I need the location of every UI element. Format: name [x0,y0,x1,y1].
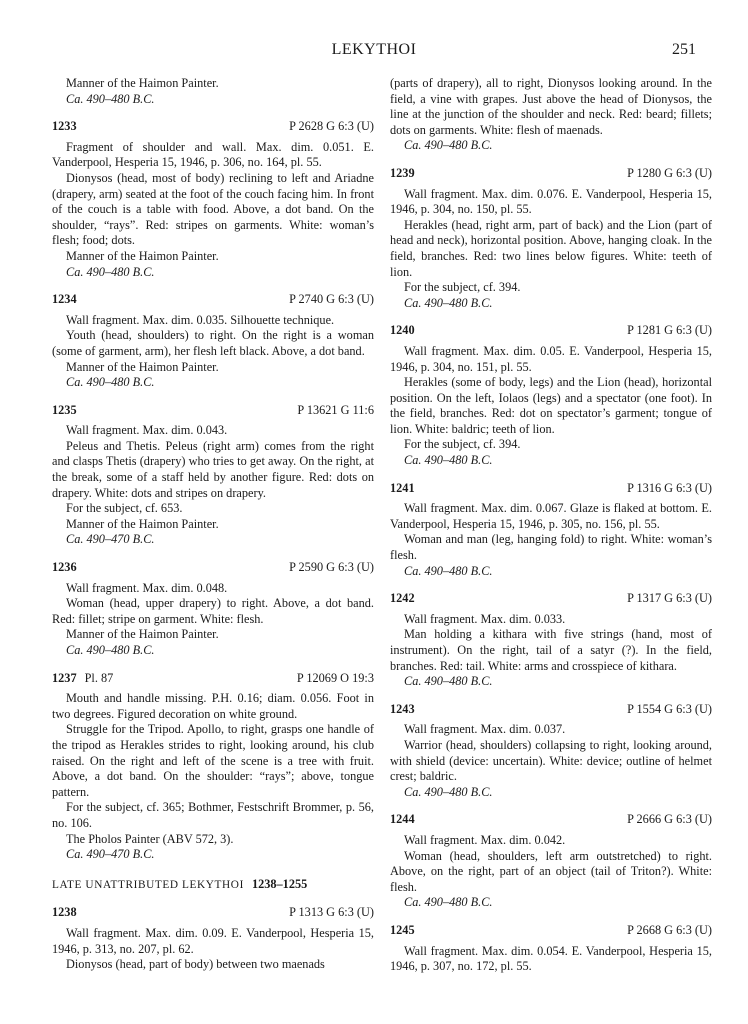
attribution: Manner of the Haimon Painter. [66,248,219,263]
page-number: 251 [672,41,696,58]
description: Wall fragment. Max. dim. 0.048. [66,580,228,595]
description: Youth (head, shoulders) to right. On the right is a woman (some of garment, arm), her flesh left black. Above, a dot band. [52,328,374,358]
date-line: Ca. 490–480 B.C. [66,643,155,657]
description: Mouth and handle missing. P.H. 0.16; diam. 0.056. Foot in two degrees. Figured decoration on white ground. [52,691,374,721]
inventory-number: P 1313 G 6:3 (U) [289,905,374,920]
running-head: LEKYTHOI [331,41,417,58]
continued-entry-top [52,76,374,107]
section-range: 1238–1255 [251,876,308,891]
cross-reference: For the subject, cf. 394. [404,280,521,295]
description: Wall fragment. Max. dim. 0.067. Glaze is flaked at bottom. E. Vanderpool, Hesperia 15, 1946, p. 305, no. 156, pl. 55. [390,501,712,531]
description: Struggle for the Tripod. Apollo, to right, grasps one handle of the tripod as Herakles strides to right, looking around, his club raised. On the right and left of the scene is a tree with fruit. Above, a dot band. On the shoulder: “rays”; above, tongue pattern. [52,722,374,799]
entry-header [390,591,712,607]
cross-reference: For the subject, cf. 653. [66,501,183,516]
entry-number: 1236 [52,560,77,575]
plate-reference: Pl. 87 [84,670,114,685]
entry-header [390,323,712,339]
date-line: Ca. 490–480 B.C. [404,563,493,578]
entry-header [390,812,712,828]
description: Woman and man (leg, hanging fold) to right. White: woman’s flesh. [390,532,712,563]
attribution: Manner of the Haimon Painter. [66,627,219,642]
cross-reference: For the subject, cf. 365; Bothmer, Festschrift Brommer, p. 56, no. 106. [52,800,374,830]
catalogue-entry-1240 [390,323,712,468]
date-line: Ca. 490–480 B.C. [404,295,493,310]
entry-number: 1241 [390,480,415,495]
description: Herakles (some of body, legs) and the Lion (head), horizontal position. On the left, Iolaos (legs) and a spectator (one foot). In the field, branches. Red: dot on spectator’s garment; tongue of lion. White: baldric; teeth of lion. [390,375,712,436]
attribution: The Pholos Painter (ABV 572, 3). [66,831,234,846]
description: Woman (head, upper drapery) to right. Above, a dot band. Red: fillet; stripe on garment. White: flesh. [52,596,374,626]
catalogue-entry-1242 [390,591,712,690]
description: Warrior (head, shoulders) collapsing to right, looking around, with shield (device: uncertain). White: device; outline of helmet crest; baldric. [390,737,712,784]
inventory-number: P 2590 G 6:3 (U) [289,560,374,575]
catalogue-entry-1235 [52,403,374,548]
entry-header [390,702,712,718]
inventory-number: P 12069 O 19:3 [296,670,374,685]
inventory-number: P 2668 G 6:3 (U) [627,922,712,937]
entry-header [390,166,712,182]
catalogue-entry-1243 [390,702,712,801]
entry-number: 1242 [390,591,415,606]
inventory-number: P 1316 G 6:3 (U) [627,480,712,495]
description: Peleus and Thetis. Peleus (right arm) comes from the right and clasps Thetis (drapery) who tries to get away. On the right, at the break, some of a staff held by another figure. Red: dots on drapery. White: dots and stripes on drapery. [52,438,374,500]
date-line: Ca. 490–480 B.C. [404,138,493,153]
description: Woman (head, shoulders, left arm outstretched) to right. Above, on the right, part of an object (tail of Triton?). White: flesh. [390,848,712,894]
attribution: Manner of the Haimon Painter. [66,516,219,531]
entry-header [52,905,374,921]
entry-number: 1244 [390,812,415,827]
description: Wall fragment. Max. dim. 0.033. [404,611,566,626]
entry-header [52,119,374,135]
description: Wall fragment. Max. dim. 0.037. [404,722,566,737]
catalogue-entry-1244 [390,812,712,911]
entry-number: 1245 [390,922,415,937]
description: Wall fragment. Max. dim. 0.05. E. Vanderpool, Hesperia 15, 1946, p. 304, no. 151, pl. 55. [390,343,712,374]
entry-number: 1235 [52,402,77,417]
date-line: Ca. 490–470 B.C. [66,532,155,547]
section-label: LATE UNATTRIBUTED LEKYTHOI [52,878,244,891]
entry-header [52,403,374,419]
description: Wall fragment. Max. dim. 0.035. Silhouette technique. [66,312,335,327]
catalogue-entry-1241 [390,481,712,580]
date-line: Ca. 490–480 B.C. [404,784,493,799]
entry-header [52,671,374,687]
description: Man holding a kithara with five strings (hand, most of instrument). On the right, tail of a satyr (?). In the field, branches. Red: tail. White: arms and crosspiece of kithara. [390,627,712,673]
date-line: Ca. 490–480 B.C. [404,453,493,468]
right-column [390,76,712,975]
date-line: Ca. 490–480 B.C. [404,674,493,689]
entry-number: 1233 [52,119,77,134]
entry-number: 1237 [52,670,77,685]
date-line: Ca. 490–480 B.C. [66,375,155,390]
attribution: Manner of the Haimon Painter. [66,359,219,374]
attribution: Manner of the Haimon Painter. [66,76,219,90]
entry-number: 1243 [390,701,415,716]
inventory-number: P 1281 G 6:3 (U) [627,323,712,338]
description: Wall fragment. Max. dim. 0.076. E. Vanderpool, Hesperia 15, 1946, p. 304, no. 150, pl. 55. [390,186,712,217]
left-column [52,76,374,973]
inventory-number: P 2666 G 6:3 (U) [627,812,712,827]
description: Fragment of shoulder and wall. Max. dim. 0.051. E. Vanderpool, Hesperia 15, 1946, p. 306, no. 164, pl. 55. [52,139,374,170]
date-line: Ca. 490–480 B.C. [404,895,493,910]
description: Wall fragment. Max. dim. 0.042. [404,832,566,847]
entry-header [52,292,374,308]
entry-number: 1240 [390,323,415,338]
entry-number: 1234 [52,292,77,307]
entry-number: 1239 [390,165,415,180]
catalogue-entry-1233 [52,119,374,280]
continued-entry-top [390,76,712,154]
catalogue-entry-1239 [390,166,712,311]
entry-header [52,560,374,576]
description: Wall fragment. Max. dim. 0.043. [66,423,228,438]
inventory-number: P 2628 G 6:3 (U) [289,119,374,134]
description: Dionysos (head, part of body) between two maenads [66,957,325,972]
description: Herakles (head, right arm, part of back) and the Lion (part of head and neck), horizontal position. Above, hanging cloak. In the field, branches. Red: two lines below figures. White: teeth of lion. [390,217,712,279]
catalogue-entry-1237 [52,671,374,863]
inventory-number: P 1280 G 6:3 (U) [627,165,712,180]
inventory-number: P 1317 G 6:3 (U) [627,591,712,606]
description: Wall fragment. Max. dim. 0.054. E. Vanderpool, Hesperia 15, 1946, p. 307, no. 172, pl. 55. [390,943,712,974]
date-line: Ca. 490–480 B.C. [66,91,155,106]
entry-header [390,481,712,497]
entry-number: 1238 [52,905,77,920]
catalogue-entry-1236 [52,560,374,659]
section-heading [52,877,374,894]
catalogue-entry-1238 [52,905,374,972]
entry-header [390,923,712,939]
cross-reference: For the subject, cf. 394. [404,437,521,452]
description: Wall fragment. Max. dim. 0.09. E. Vanderpool, Hesperia 15, 1946, p. 313, no. 207, pl. 62. [52,925,374,956]
catalogue-entry-1245 [390,923,712,975]
date-line: Ca. 490–480 B.C. [66,264,155,279]
date-line: Ca. 490–470 B.C. [66,847,155,862]
inventory-number: P 1554 G 6:3 (U) [627,701,712,716]
description-continued: (parts of drapery), all to right, Dionysos looking around. In the field, a vine with grapes. Just above the head of Dionysos, the line at the junction of the shoulder and neck. Red: beard; fillets; dots on garments. White: flesh of maenads. [390,76,712,137]
catalogue-entry-1234 [52,292,374,391]
description: Dionysos (head, most of body) reclining to left and Ariadne (drapery, arm) seated at the foot of the couch facing him. In front of the couch is a table with food. Above, a dot band. On the shoulder, “rays”. Red: stripes on garments. White: woman’s flesh; food; dots. [52,170,374,248]
inventory-number: P 2740 G 6:3 (U) [289,292,374,307]
inventory-number: P 13621 G 11:6 [297,402,374,417]
